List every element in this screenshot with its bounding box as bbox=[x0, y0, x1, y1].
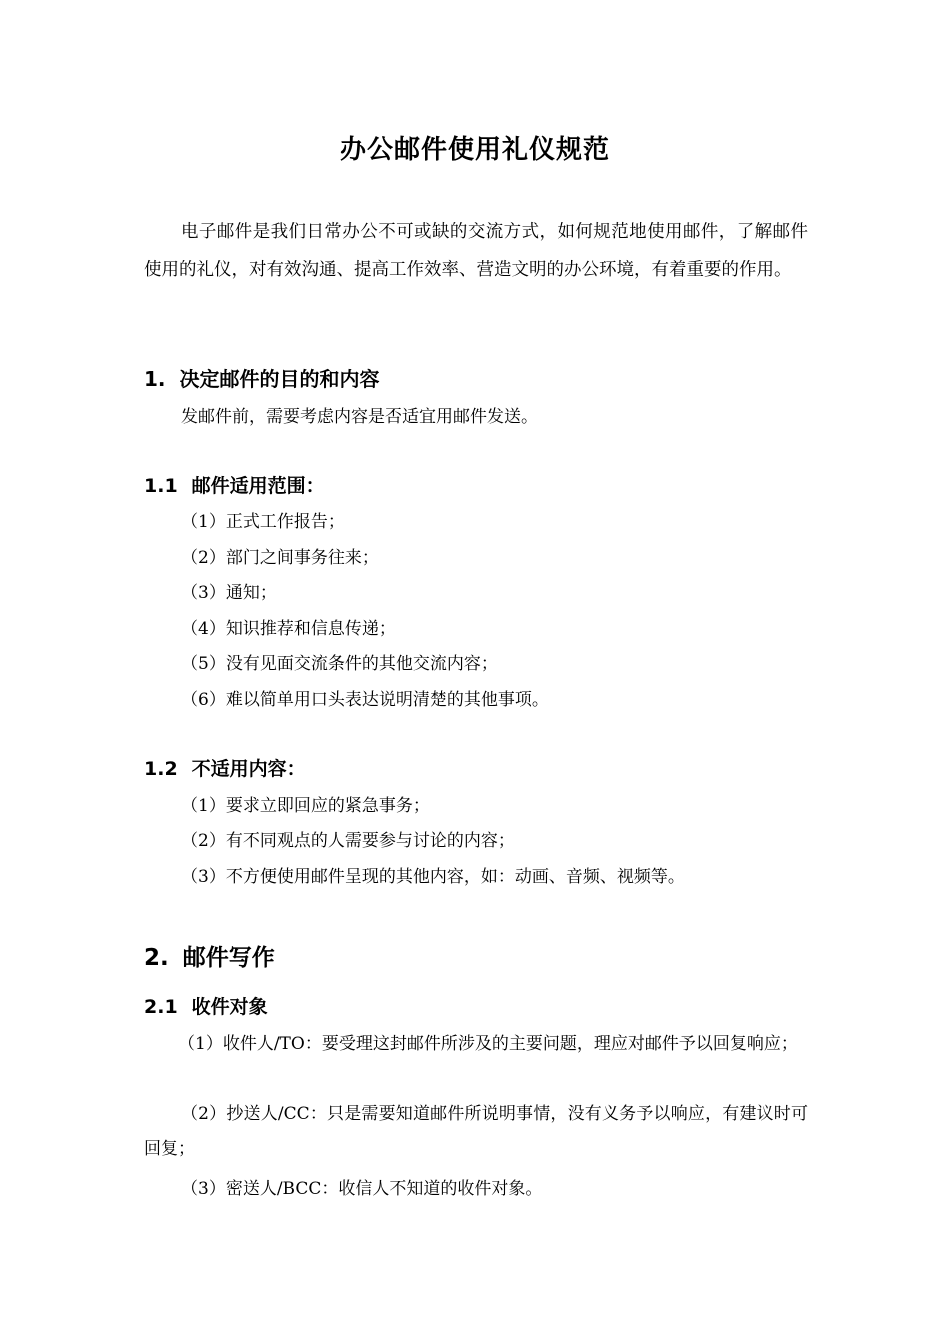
list-item: （3）不方便使用邮件呈现的其他内容，如：动画、音频、视频等。 bbox=[181, 867, 685, 887]
list-item: （2）部门之间事务往来； bbox=[181, 548, 379, 568]
section-2-number: 2. bbox=[144, 945, 169, 971]
intro-paragraph: 电子邮件是我们日常办公不可或缺的交流方式，如何规范地使用邮件，了解邮件使用的礼仪，对有效沟通、提高工作效率、营造文明的办公环境，有着重要的作用。 bbox=[144, 222, 808, 280]
list-item: （4）知识推荐和信息传递； bbox=[181, 619, 396, 639]
subsection-1-2-title: 不适用内容： bbox=[191, 758, 306, 780]
section-1-text: 发邮件前，需要考虑内容是否适宜用邮件发送。 bbox=[181, 407, 538, 427]
section-1-heading bbox=[144, 363, 380, 395]
list-item: （2）抄送人/CC：只是需要知道邮件所说明事情，没有义务予以响应，有建议时可回复； bbox=[144, 1104, 808, 1159]
subsection-1-2-heading bbox=[144, 754, 306, 784]
subsection-2-1-heading bbox=[144, 992, 268, 1022]
section-1-title: 决定邮件的目的和内容 bbox=[179, 367, 380, 391]
subsection-2-1-number: 2.1 bbox=[144, 996, 178, 1018]
subsection-1-1-title: 邮件适用范围： bbox=[191, 475, 325, 497]
subsection-1-1-heading bbox=[144, 471, 325, 501]
subsection-2-1-title: 收件对象 bbox=[191, 996, 268, 1018]
subsection-1-1-number: 1.1 bbox=[144, 475, 178, 497]
list-item: （1）要求立即回应的紧急事务； bbox=[181, 796, 430, 816]
subsection-1-2-number: 1.2 bbox=[144, 758, 178, 780]
section-1-number: 1. bbox=[144, 367, 166, 391]
list-item: （2）有不同观点的人需要参与讨论的内容； bbox=[181, 831, 515, 851]
document-title: 办公邮件使用礼仪规范 bbox=[339, 135, 610, 165]
list-item: （1）正式工作报告； bbox=[181, 512, 345, 532]
section-2-title: 邮件写作 bbox=[182, 945, 275, 971]
list-item: （1）收件人/TO：要受理这封邮件所涉及的主要问题，理应对邮件予以回复响应； bbox=[178, 1034, 798, 1054]
list-item: （3）密送人/BCC：收信人不知道的收件对象。 bbox=[181, 1179, 543, 1199]
list-item: （6）难以简单用口头表达说明清楚的其他事项。 bbox=[181, 690, 549, 710]
list-item: （3）通知； bbox=[181, 583, 277, 603]
section-2-heading bbox=[144, 942, 275, 974]
list-item: （5）没有见面交流条件的其他交流内容； bbox=[181, 654, 498, 674]
